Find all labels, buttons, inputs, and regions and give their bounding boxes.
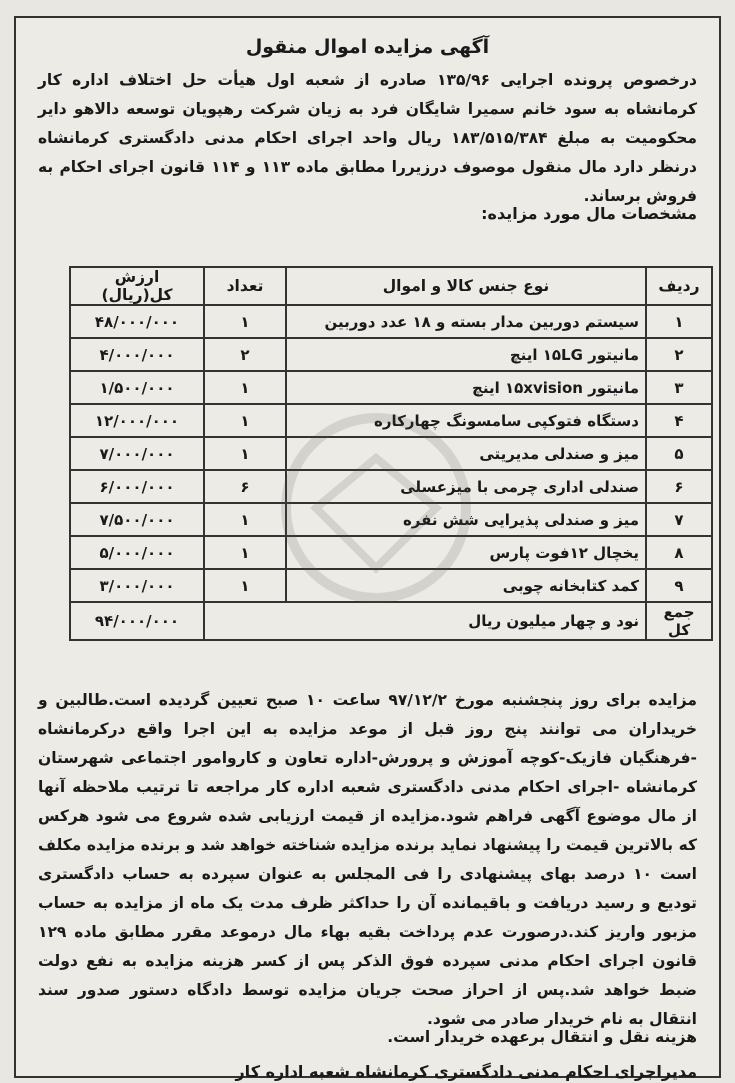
quantity: ۱ xyxy=(204,536,286,569)
item-name: میز و صندلی پذیرایی شش نفره xyxy=(286,503,646,536)
total-value: ۹۴/۰۰۰/۰۰۰ xyxy=(70,602,204,640)
total-label: جمع کل xyxy=(646,602,712,640)
header-quantity: تعداد xyxy=(204,267,286,305)
item-name: میز و صندلی مدیریتی xyxy=(286,437,646,470)
cost-note: هزینه نقل و انتقال برعهده خریدار است. xyxy=(387,1028,697,1046)
notice-frame xyxy=(14,16,721,1081)
quantity: ۱ xyxy=(204,569,286,602)
total-value-cell: ۷/۰۰۰/۰۰۰ xyxy=(70,437,204,470)
table-row xyxy=(70,536,712,569)
terms-paragraph: مزایده برای روز پنجشنبه مورخ ۹۷/۱۲/۲ ساعت ۱۰ صبح تعیین گردیده است.طالبین و خریداران می توانند پنج روز قبل از موعد مزایده به این اجرا واقع درکرمانشاه -فرهنگیان فازیک-کوچه آموزش و پرورش-اداره تعاون و کاروامور اجتماعی شهرستان کرمانشاه -اجرای احکام مدنی دادگستری شعبه اداره کار مراجعه تا ترتیب ملاحظه آنها از مال موضوع آگهی فراهم شود.مزایده از قیمت ارزیابی شده شروع می شود هرکس که بالاترین قیمت را پیشنهاد نماید برنده مزایده شناخته خواهد شد و برنده مزایده مکلف است ۱۰ درصد بهای پیشنهادی را فی المجلس به عنوان سپرده به حساب دادگستری تودیع و رسید دریافت و باقیمانده آن را حداکثر ظرف مدت یک ماه از مزایده به حساب مزبور واریز کند.درصورت عدم پرداخت بقیه بهاء مال درموعد مقرر مطابق ماده ۱۲۹ قانون اجرای احکام مدنی سپرده فوق الذکر پس از کسر هزینه مزایده به نفع دولت ضبط خواهد شد.پس از احراز صحت جریان مزایده توسط دادگاه دستور صدور سند انتقال به نام خریدار صادر می شود. xyxy=(38,691,697,1028)
table-row xyxy=(70,503,712,536)
quantity: ۱ xyxy=(204,503,286,536)
item-name: کمد کتابخانه چوبی xyxy=(286,569,646,602)
table-row xyxy=(70,371,712,404)
row-number: ۲ xyxy=(646,338,712,371)
specs-heading: مشخصات مال مورد مزایده: xyxy=(481,204,697,223)
total-value-cell: ۴۸/۰۰۰/۰۰۰ xyxy=(70,305,204,338)
table-row xyxy=(70,338,712,371)
total-value-cell: ۶/۰۰۰/۰۰۰ xyxy=(70,470,204,503)
item-name: یخچال ۱۲فوت پارس xyxy=(286,536,646,569)
header-row-number: ردیف xyxy=(646,267,712,305)
item-name: سیستم دوربین مدار بسته و ۱۸ عدد دوربین xyxy=(286,305,646,338)
items-table xyxy=(69,266,713,641)
header-value: ارزش کل(ریال) xyxy=(70,267,204,305)
total-value-cell: ۵/۰۰۰/۰۰۰ xyxy=(70,536,204,569)
total-value-cell: ۳/۰۰۰/۰۰۰ xyxy=(70,569,204,602)
table-row xyxy=(70,470,712,503)
row-number: ۶ xyxy=(646,470,712,503)
table-row xyxy=(70,404,712,437)
quantity: ۲ xyxy=(204,338,286,371)
row-number: ۳ xyxy=(646,371,712,404)
row-number: ۸ xyxy=(646,536,712,569)
notice-title: آگهی مزایده اموال منقول xyxy=(245,36,490,58)
total-value-cell: ۱۲/۰۰۰/۰۰۰ xyxy=(70,404,204,437)
row-number: ۴ xyxy=(646,404,712,437)
total-in-words: نود و چهار میلیون ریال xyxy=(204,602,646,640)
item-name: مانیتور ۱۵xvision اینچ xyxy=(286,371,646,404)
item-name: مانیتور ۱۵LG اینچ xyxy=(286,338,646,371)
total-value-cell: ۱/۵۰۰/۰۰۰ xyxy=(70,371,204,404)
quantity: ۱ xyxy=(204,371,286,404)
intro-paragraph: درخصوص پرونده اجرایی ۱۳۵/۹۶ صادره از شعبه اول هیأت حل اختلاف اداره کار کرمانشاه به سود خانم سمیرا شایگان فرد به زیان شرکت رهپویان توسعه دالاهو دایر محکومیت به مبلغ ۱۸۳/۵۱۵/۳۸۴ ریال واحد اجرای احکام مدنی دادگستری کرمانشاه درنظر دارد مال منقول موصوف درزیررا مطابق ماده ۱۱۳ و ۱۱۴ قانون اجرای احکام به فروش برساند. xyxy=(38,71,697,205)
quantity: ۱ xyxy=(204,305,286,338)
item-name: دستگاه فتوکپی سامسونگ چهارکاره xyxy=(286,404,646,437)
row-number: ۷ xyxy=(646,503,712,536)
table-row xyxy=(70,305,712,338)
quantity: ۱ xyxy=(204,404,286,437)
table-header-row xyxy=(70,267,712,305)
table-row xyxy=(70,569,712,602)
row-number: ۹ xyxy=(646,569,712,602)
row-number: ۱ xyxy=(646,305,712,338)
total-value-cell: ۴/۰۰۰/۰۰۰ xyxy=(70,338,204,371)
table-row xyxy=(70,437,712,470)
total-value-cell: ۷/۵۰۰/۰۰۰ xyxy=(70,503,204,536)
total-row xyxy=(70,602,712,640)
quantity: ۶ xyxy=(204,470,286,503)
signature-line: مدیراجرای احکام مدنی دادگستری کرمانشاه شعبه اداره کار xyxy=(235,1062,697,1081)
header-item-name: نوع جنس کالا و اموال xyxy=(286,267,646,305)
item-name: صندلی اداری چرمی با میزعسلی xyxy=(286,470,646,503)
quantity: ۱ xyxy=(204,437,286,470)
row-number: ۵ xyxy=(646,437,712,470)
